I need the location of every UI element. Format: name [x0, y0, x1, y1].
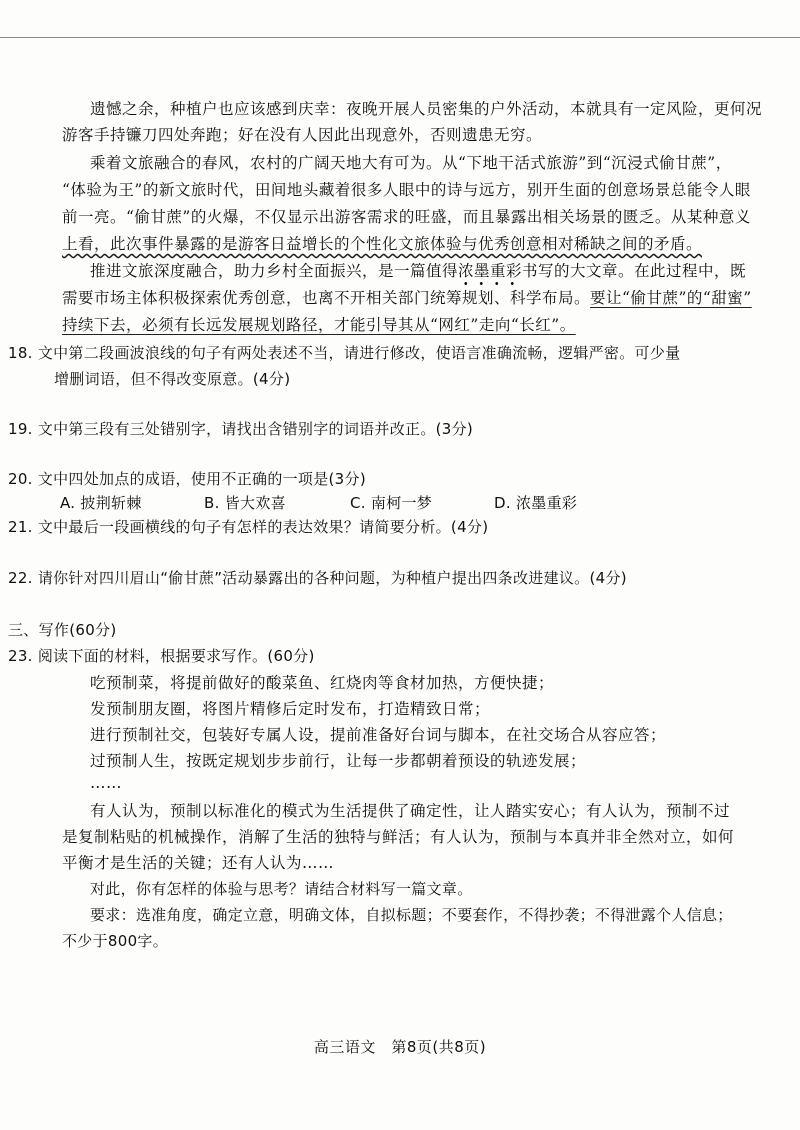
passage-p2-line4-wavy: 上看，此次事件暴露的是游客日益增长的个性化文旅体验与优秀创意相对稀缺之间的矛盾。: [62, 235, 703, 253]
passage-p3-line2: [62, 287, 752, 309]
requirements-line2: 不少于800字。: [62, 932, 169, 950]
dotted-idiom: 浓墨重彩: [458, 262, 522, 286]
material-line4: 过预制人生，按既定规划步步前行，让每一步都朝着预设的轨迹发展；: [90, 752, 587, 770]
section-title-writing: 三、写作(60分): [8, 621, 117, 639]
writing-prompt: 对此，你有怎样的体验与思考？请结合材料写一篇文章。: [90, 880, 473, 898]
material-line1: 吃预制菜，将提前做好的酸菜鱼、红烧肉等食材加热，方便快捷；: [90, 674, 555, 692]
question-23: 23. 阅读下面的材料，根据要求写作。(60分): [8, 647, 315, 665]
views-line2: 是复制粘贴的机械操作，消解了生活的独特与鲜活；有人认为，预制与本真并非全然对立，如何: [62, 828, 735, 846]
passage-p2-line3: 前一亮。“偷甘蔗”的火爆，不仅显示出游客需求的旺盛，而且暴露出相关场景的匮乏。从某种意义: [62, 208, 751, 226]
top-rule: [0, 37, 800, 38]
passage-p3-line2-a: 需要市场主体积极探索优秀创意，也离不开相关部门统筹规划、科学布局。: [62, 289, 591, 307]
passage-p3-line1-a: 推进文旅深度融合，助力乡村全面振兴，是一篇值得: [90, 262, 459, 280]
views-line3: 平衡才是生活的关键；还有人认为……: [62, 854, 335, 872]
question-18-line1: 18. 文中第二段画波浪线的句子有两处表述不当，请进行修改，使语言准确流畅，逻辑严密。可少量: [8, 344, 681, 362]
question-20: 20. 文中四处加点的成语，使用不正确的一项是(3分): [8, 470, 366, 488]
views-line1: 有人认为，预制以标准化的模式为生活提供了确定性，让人踏实安心；有人认为，预制不过: [90, 802, 731, 820]
passage-p3-line1: [90, 260, 746, 282]
requirements-line1: 要求：选准角度，确定立意，明确文体，自拟标题；不要套作，不得抄袭；不得泄露个人信息；: [90, 906, 733, 924]
question-21: 21. 文中最后一段画横线的句子有怎样的表达效果？请简要分析。(4分): [8, 518, 489, 536]
passage-p2-line1: 乘着文旅融合的春风，农村的广阔天地大有可为。从“下地干活式旅游”到“沉浸式偷甘蔗”，: [90, 154, 732, 172]
question-20-options: [60, 492, 660, 514]
question-18-line2: 增删词语，但不得改变原意。(4分): [54, 370, 291, 388]
question-22: 22. 请你针对四川眉山“偷甘蔗”活动暴露出的各种问题，为种植户提出四条改进建议。(4分): [8, 569, 627, 587]
material-line2: 发预制朋友圈，将图片精修后定时发布，打造精致日常；: [90, 700, 491, 718]
option-c: C. 南柯一梦: [350, 494, 433, 512]
passage-p3-line1-b: 书写的大文章。在此过程中，既: [522, 262, 747, 280]
underlined-sentence-start: 要让“偷甘蔗”的“甜蜜”: [590, 289, 752, 307]
passage-p1-line1: 遗憾之余，种植户也应该感到庆幸：夜晚开展人员密集的户外活动，本就具有一定风险，更何况: [90, 100, 763, 118]
material-line3: 进行预制社交，包装好专属人设，提前准备好台词与脚本，在社交场合从容应答；: [90, 726, 667, 744]
option-a: A. 披荆斩棘: [60, 494, 142, 512]
page-footer: 高三语文 第8页(共8页): [313, 1038, 487, 1056]
underlined-sentence-end: 持续下去，必须有长远发展规划路径，才能引导其从“网红”走向“长红”。: [62, 316, 576, 334]
passage-p2-line2: “体验为王”的新文旅时代，田间地头藏着很多人眼中的诗与远方，别开生面的创意场景总能令人眼: [62, 181, 751, 199]
material-ellipsis: ……: [90, 774, 122, 792]
question-19: 19. 文中第三段有三处错别字，请找出含错别字的词语并改正。(3分): [8, 420, 474, 438]
option-d: D. 浓墨重彩: [494, 494, 578, 512]
option-b: B. 皆大欢喜: [204, 494, 286, 512]
passage-p1-line2: 游客手持镰刀四处奔跑；好在没有人因此出现意外，否则遗患无穷。: [62, 126, 543, 144]
